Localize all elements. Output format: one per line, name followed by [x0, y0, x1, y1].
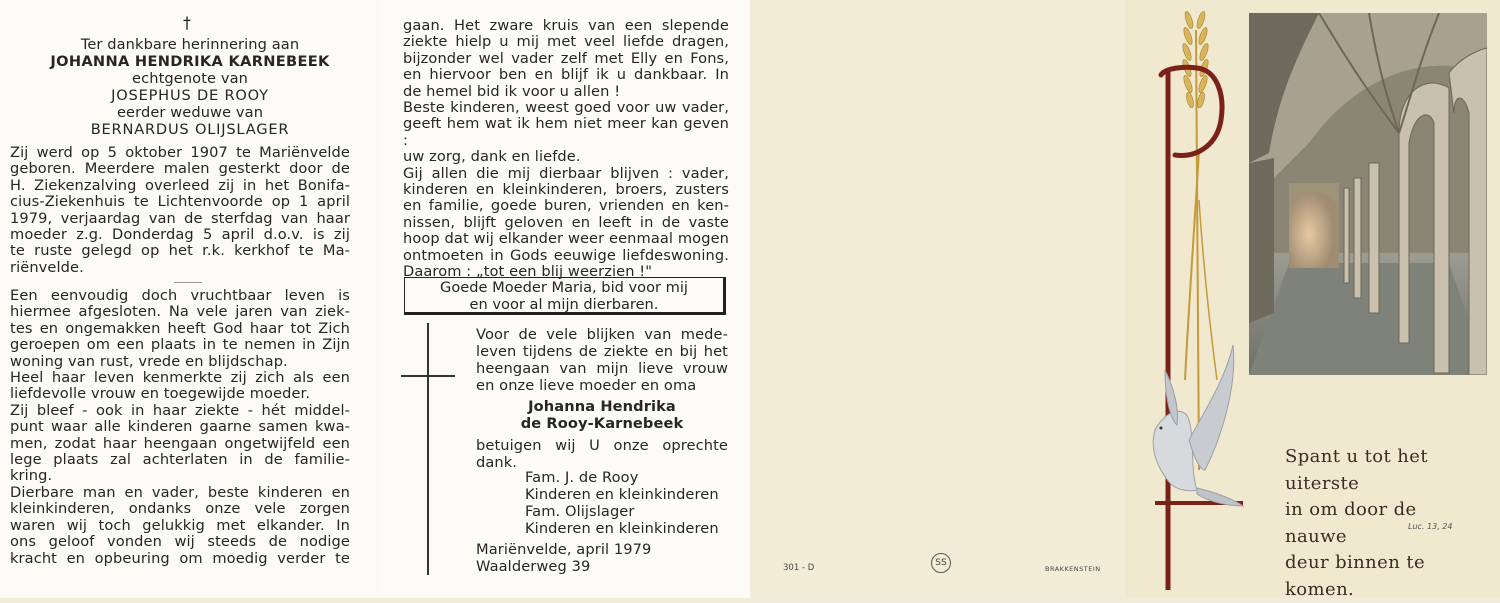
- cross-symbol: †: [183, 13, 191, 32]
- text-line: riënvelde.: [10, 258, 84, 276]
- text-line: nissen, blijft geloven en leeft in de vaste: [403, 213, 729, 231]
- place-date: Mariënvelde, april 1979: [476, 541, 652, 558]
- text-line: Voor de vele blijken van mede-: [476, 326, 728, 343]
- text-line: ontmoeten in Gods eeuwige liefdeswoning.: [403, 246, 729, 264]
- prayer-line: en voor al mijn dierbaren.: [469, 296, 659, 313]
- text-line: Zij bleef - ook in haar ziekte - hét middel-: [10, 401, 350, 419]
- bible-reference: Luc. 13, 24: [1408, 522, 1453, 531]
- thanks-closing: [476, 437, 728, 471]
- spouse-name: JOSEPHUS DE ROOY: [111, 87, 269, 104]
- deceased-name: JOHANNA HENDRIKA KARNEBEEK: [50, 53, 330, 70]
- text-line: geroepen om een plaats in te nemen in Zijn: [10, 336, 350, 354]
- text-line: kring.: [10, 467, 53, 485]
- text-line: tes en ongemakken heeft God haar tot Zich: [10, 319, 350, 337]
- text-line: uw zorg, dank en liefde.: [403, 148, 581, 166]
- cloister-arches-image: [1249, 13, 1487, 375]
- text-line: bijzonder wel vader zelf met Elly en Fons,: [403, 49, 729, 67]
- text-line: leven tijdens de ziekte en bij het: [476, 343, 728, 360]
- text-line: cius-Ziekenhuis te Lichtenvoorde op 1 april: [10, 193, 350, 211]
- card-panel-blank: [750, 0, 1125, 598]
- prayer-line: Goede Moeder Maria, bid voor mij: [440, 279, 688, 296]
- quote-line: Spant u tot het uiterste: [1285, 446, 1428, 494]
- header-line: Ter dankbare herinnering aan: [80, 36, 300, 53]
- text-line: punt waar alle kinderen gaarne samen kwa-: [10, 418, 350, 436]
- text-line: kleinkinderen, ondanks onze vele zorgen: [10, 500, 350, 518]
- memorial-header: [0, 36, 380, 138]
- thanks-paragraph: [476, 326, 728, 394]
- text-line: Gij allen die mij dierbaar blijven : vader,: [403, 164, 729, 182]
- text-line: waren wij toch gelukkig met elkander. In: [10, 516, 350, 534]
- text-line: lege plaats zal achterlaten in de familie-: [10, 451, 350, 469]
- text-line: Beste kinderen, weest goed voor uw vader,: [403, 99, 729, 117]
- text-line: men, zodat haar heengaan ongetwijfeld een: [10, 434, 350, 452]
- staff-wheat-dove-illustration: [1125, 0, 1265, 598]
- quote-line: deur binnen te komen.: [1285, 552, 1426, 600]
- text-line: hiermee afgesloten. Na vele jaren van ziek-: [10, 303, 350, 321]
- card-panel-left: [0, 0, 380, 598]
- text-line: gaan. Het zware kruis van een slepende: [403, 17, 729, 34]
- family-line: Fam. J. de Rooy: [525, 469, 639, 486]
- text-line: hoop dat wij elkander weer eenmaal mogen: [403, 230, 729, 248]
- text-line: ons geloof vonden wij steeds de nodige: [10, 533, 350, 551]
- text-line: H. Ziekenzalving overleed zij in het Bonifa-: [10, 176, 350, 194]
- text-line: Een eenvoudig doch vruchtbaar leven is: [10, 287, 350, 304]
- text-line: kracht en opbeuring om moedig verder te: [10, 549, 350, 567]
- text-line: 1979, verjaardag van de sterfdag van haar: [10, 209, 350, 227]
- text-line: Dierbare man en vader, beste kinderen en: [10, 483, 350, 501]
- family-list: [525, 469, 735, 537]
- life-paragraph: [10, 288, 350, 567]
- text-line: moeder z.g. Donderdag 5 april d.o.v. is zij: [10, 226, 350, 244]
- text-line: de hemel bid ik voor u allen !: [403, 82, 621, 100]
- cross-icon-arm: [401, 375, 455, 377]
- quote-line: in om door de nauwe: [1285, 499, 1417, 547]
- cross-icon: [427, 323, 429, 575]
- family-line: Kinderen en kleinkinderen: [525, 486, 719, 503]
- text-line: geeft hem wat ik hem niet meer kan geven :: [403, 115, 729, 149]
- former-spouse-name: BERNARDUS OLIJSLAGER: [90, 121, 290, 138]
- text-line: kinderen en kleinkinderen, broers, zusters: [403, 181, 729, 199]
- publisher-name: BRAKKENSTEIN: [1045, 565, 1101, 573]
- text-line: liefdevolle vrouw en toegewijde moeder.: [10, 385, 311, 403]
- publisher-logo-icon: SS: [931, 553, 951, 573]
- text-line: dank.: [476, 454, 518, 471]
- biography-paragraph: [10, 145, 350, 276]
- text-line: en hiervoor ben en blijf ik u dankbaar. In: [403, 66, 729, 84]
- text-line: geboren. Meerdere malen gesterkt door de: [10, 160, 350, 178]
- header-line: echtgenote van: [132, 70, 248, 87]
- text-line: Heel haar leven kenmerkte zij zich als een: [10, 369, 350, 387]
- text-line: betuigen wij U onze oprechte: [476, 437, 728, 454]
- header-line: eerder weduwe van: [116, 104, 264, 121]
- name-line: Johanna Hendrika: [528, 398, 676, 415]
- text-line: en familie, goede buren, vrienden en ken-: [403, 197, 729, 215]
- prayer-box: [404, 277, 726, 315]
- family-line: Fam. Olijslager: [525, 503, 635, 520]
- text-line: Daarom : „tot een blij weerzien !": [403, 263, 653, 281]
- text-line: te ruste gelegd op het r.k. kerkhof te Ma-: [10, 242, 350, 260]
- cloister-photo: [1249, 13, 1487, 375]
- deceased-full-name: [476, 398, 728, 432]
- name-line: de Rooy-Karnebeek: [520, 415, 684, 432]
- address: Waalderweg 39: [476, 558, 591, 575]
- text-line: en onze lieve moeder en oma: [476, 377, 697, 394]
- letter-paragraph: [403, 18, 729, 281]
- family-line: Kinderen en kleinkinderen: [525, 520, 719, 537]
- text-line: woning van rust, vrede en blijdschap.: [10, 352, 288, 370]
- text-line: ziekte hielp u mij met veel liefde dragen,: [403, 33, 729, 51]
- text-line: Zij werd op 5 oktober 1907 te Mariënvelde: [10, 144, 350, 161]
- print-code: 301 - D: [783, 563, 815, 573]
- text-line: heengaan van mijn lieve vrouw: [476, 360, 728, 377]
- section-divider: [174, 282, 202, 283]
